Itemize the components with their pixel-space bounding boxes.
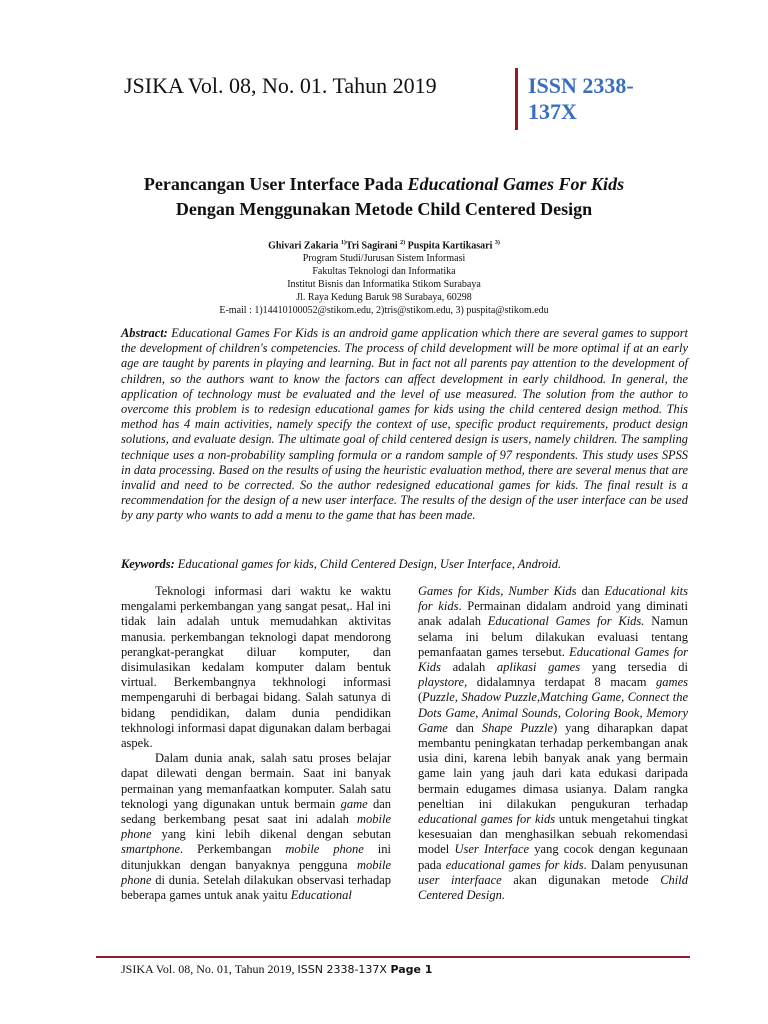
affiliation-line: Jl. Raya Kedung Baruk 98 Surabaya, 60298 <box>296 292 472 304</box>
page-header <box>0 0 768 132</box>
text-run: . Dalam penyusunan <box>583 857 688 872</box>
footer-divider <box>96 956 690 958</box>
text-run-italic: Games for Kids, Number Kids <box>418 584 577 598</box>
text-run: adalah <box>440 660 497 675</box>
text-run: akan digunakan metode <box>501 872 661 887</box>
author-1-sup: 1) <box>340 240 346 246</box>
paragraph: Teknologi informasi dari waktu ke waktu mengalami perkembangan yang sangat pesat,. Hal ini tidak lain adalah untuk memudahkan aktivitas manusia. perkembangan teknologi dapat mendorong perangkat-perangkat diluar komputer, dan disimulasikan kedalam komputer dalam bentuk virtual. Berkembangnya tekhnologi informasi mempengaruhi di berbagai bidang. Salah satunya di bidang pendidikan, dalam dunia pendidikan tekhnologi informasi dapat digunakan dalam berbagai aspek. <box>121 584 391 751</box>
text-run-italic: educational games for kids <box>445 857 584 872</box>
issn-line2: 137X <box>528 99 577 124</box>
title-line1-plain: Perancangan User Interface Pada <box>143 174 408 194</box>
abstract <box>121 326 688 524</box>
keywords <box>121 557 688 572</box>
paper-title <box>100 172 668 222</box>
text-run-italic: Child Centered Design. <box>418 872 688 903</box>
text-run: yang tersedia di <box>580 660 689 675</box>
text-run: ini ditunjukkan dengan banyaknya pengguna <box>121 842 391 872</box>
text-run-italic: educational games for kids <box>418 812 556 827</box>
text-run-italic: playstore <box>418 675 465 690</box>
text-run: dan <box>447 720 482 735</box>
keywords-text: Educational games for kids, Child Centered Design, User Interface, Android. <box>174 557 562 571</box>
text-run-italic: Puzzle, Shadow Puzzle,Matching Game, Connect the Dots Game, Animal Sounds, Coloring Book, Memory Game <box>418 690 688 735</box>
text-run-italic: mobile phone <box>121 857 391 887</box>
body-column-left <box>121 584 391 903</box>
text-run: ( <box>418 690 423 705</box>
text-run: untuk mengetahui tingkat kesesuaian dan menghasilkan sebuah rekomendasi model <box>418 812 688 857</box>
text-run-italic: mobile phone <box>285 842 364 857</box>
affiliation-line: Institut Bisnis dan Informatika Stikom Surabaya <box>287 279 481 291</box>
text-run: dan sedang berkembang pesat saat ini adalah <box>121 796 391 827</box>
author-3: Puspita Kartikasari <box>407 240 493 252</box>
footer-journal: JSIKA Vol. 08, No. 01, Tahun 2019, <box>121 962 298 976</box>
body-column-right <box>418 584 688 903</box>
text-run: Namun selama ini belum dilakukan evaluasi tentang pemanfaatan games tersebut. <box>418 614 688 659</box>
paragraph <box>121 751 391 903</box>
text-run-italic: game <box>340 796 368 811</box>
text-run: yang kini lebih dikenal dengan sebutan <box>151 827 391 842</box>
author-1: Ghivari Zakaria <box>268 240 339 252</box>
text-run-italic: smartphone <box>121 842 181 857</box>
abstract-label: Abstract: <box>121 326 168 340</box>
page-number: Page 1 <box>390 963 433 976</box>
text-run: ) yang diharapkan dapat membantu peningkatan terhadap perkembangan anak usia dini, karena lebih banyak anak yang bermain game lain yang jauh dari kata edukasi daripada bermain edugames dimasa usianya. Dalam rangka peneltian ini dilakukan pengukuran terhadap <box>418 720 688 811</box>
text-run: , didalamnya terdapat 8 macam <box>464 675 657 690</box>
header-divider <box>515 68 518 130</box>
abstract-text: Educational Games For Kids is an android game application which there are several games to support the development of children's competencies. The process of child development will be more optimal if at an early age are taught by parents in playing and learning. But in fact not all parents pay attention to the development of children, so the authors want to know the factors can affect development in early childhood. In general, the application of technology must be evaluated and the level of use measured. The solution from the author to overcome this problem is to redesign educational games for kids using the child centered design method. This method has 4 main activities, namely specify the context of use, specific product requirements, product design solutions, and evaluate design. The ultimate goal of child centered design is users, namely children. The sampling technique uses a non-probability sampling formula or a random sample of 97 respondents. This study uses SPSS in data processing. Based on the results of using the heuristic evaluation method, there are several menus that are invalid and need to be corrected. So the author redesigned educational games for kids. The final result is a recommendation for the design of a new user interface. The results of the design of the user interface can be used by any party who wants to add a menu to the game that has been made. <box>121 326 688 523</box>
author-2: Tri Sagirani <box>345 240 398 252</box>
paragraph <box>418 584 688 903</box>
affiliation-line: Fakultas Teknologi dan Informatika <box>312 266 456 278</box>
issn-line1: ISSN 2338- <box>528 73 634 98</box>
text-run: dan <box>576 584 605 598</box>
title-line2: Dengan Menggunakan Metode Child Centered Design <box>175 199 593 219</box>
text-run-italic: aplikasi games <box>496 660 581 675</box>
keywords-label: Keywords: <box>121 557 175 571</box>
text-run-italic: Shape Puzzle <box>481 720 554 735</box>
footer-issn: ISSN 2338-137X <box>297 963 391 976</box>
text-run-italic: Educational Games for Kids. <box>487 614 645 629</box>
author-block <box>100 237 668 317</box>
text-run-italic: games <box>656 675 688 690</box>
email-line: E-mail : 1)14410100052@stikom.edu, 2)tris@stikom.edu, 3) puspita@stikom.edu <box>219 305 549 317</box>
author-names <box>100 237 668 252</box>
author-3-sup: 3) <box>494 240 500 246</box>
text-run-italic: Educational Games for Kids <box>418 644 688 675</box>
author-2-sup: 2) <box>400 240 406 246</box>
title-line1-italic: Educational Games For Kids <box>407 174 625 194</box>
text-run: di dunia. Setelah dilakukan observasi terhadap beberapa games untuk anak yaitu <box>121 872 391 903</box>
text-run-italic: mobile phone <box>121 812 391 842</box>
text-run: . Perkembangan <box>180 842 286 857</box>
issn-label <box>528 73 688 125</box>
page-footer <box>121 962 432 977</box>
journal-title: JSIKA Vol. 08, No. 01. Tahun 2019 <box>124 73 437 98</box>
text-run: . Permainan didalam android yang diminati anak adalah <box>418 599 688 629</box>
text-run-italic: user interfaace <box>418 872 502 887</box>
text-run-italic: User Interface <box>454 842 530 857</box>
text-run-italic: Educational kits for kids <box>418 584 688 614</box>
affiliation-line: Program Studi/Jurusan Sistem Informasi <box>302 253 466 265</box>
text-run: Dalam dunia anak, salah satu proses belajar dapat dilewati dengan bermain. Saat ini banyak permainan yang memanfaatkan komputer. Salah satu teknologi yang digunakan untuk bermain <box>121 751 391 811</box>
text-run-italic: Educational <box>290 888 352 903</box>
text-run: yang cocok dengan kegunaan pada <box>418 842 689 872</box>
